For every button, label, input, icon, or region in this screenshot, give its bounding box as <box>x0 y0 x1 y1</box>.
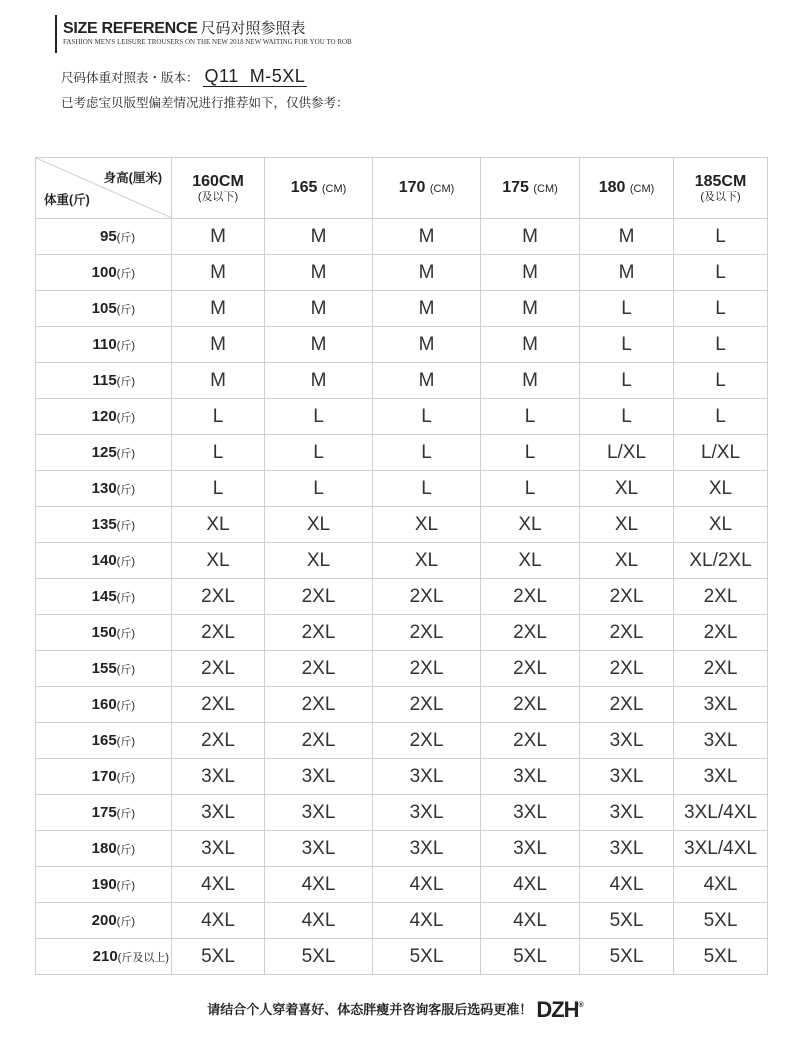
size-cell: 5XL <box>674 903 768 939</box>
header-accent-bar <box>55 15 57 53</box>
size-cell: M <box>580 255 674 291</box>
size-cell: 4XL <box>373 867 481 903</box>
size-cell: M <box>373 255 481 291</box>
weight-cell <box>36 219 172 255</box>
table-row <box>36 651 768 687</box>
size-cell: M <box>265 327 373 363</box>
weight-unit: (斤) <box>116 376 135 388</box>
size-cell: 2XL <box>481 723 580 759</box>
weight-cell <box>36 615 172 651</box>
height-value <box>674 173 767 191</box>
height-note: (及以下) <box>197 190 239 203</box>
weight-value: 180 <box>91 840 117 857</box>
table-row <box>36 903 768 939</box>
weight-value: 115 <box>92 372 117 389</box>
weight-value: 130 <box>91 480 117 497</box>
size-cell: XL <box>373 507 481 543</box>
height-value <box>373 179 480 198</box>
size-cell: L <box>481 399 580 435</box>
size-cell: 3XL <box>580 723 674 759</box>
size-cell: L <box>580 291 674 327</box>
weight-unit: (斤) <box>116 628 135 640</box>
table-row <box>36 687 768 723</box>
size-cell: L <box>481 471 580 507</box>
size-cell: 3XL <box>172 759 265 795</box>
weight-cell <box>36 723 172 759</box>
weight-cell <box>36 867 172 903</box>
weight-unit: (斤) <box>116 520 135 532</box>
weight-value: 200 <box>91 912 117 929</box>
size-cell: XL <box>580 507 674 543</box>
size-cell: L <box>373 435 481 471</box>
size-cell: 4XL <box>481 867 580 903</box>
height-header-cell <box>265 158 373 219</box>
table-row <box>36 723 768 759</box>
table-row <box>36 327 768 363</box>
weight-value: 170 <box>91 768 117 785</box>
weight-unit: (斤) <box>116 304 135 316</box>
size-cell: L <box>580 399 674 435</box>
height-header-cell <box>580 158 674 219</box>
height-value <box>172 173 264 191</box>
size-cell: 2XL <box>580 615 674 651</box>
size-chart-table <box>35 157 768 975</box>
size-cell: M <box>481 363 580 399</box>
size-cell: L <box>481 435 580 471</box>
size-cell: XL <box>265 543 373 579</box>
size-cell: 2XL <box>481 651 580 687</box>
size-cell: 4XL <box>481 903 580 939</box>
recommendation-note: 已考虑宝贝版型偏差情况进行推荐如下，仅供参考： <box>61 96 349 110</box>
size-cell: XL <box>481 543 580 579</box>
size-cell: 2XL <box>674 651 768 687</box>
table-row <box>36 399 768 435</box>
weight-unit: (斤) <box>116 340 135 352</box>
size-cell: 2XL <box>580 579 674 615</box>
weight-unit: (斤) <box>116 484 135 496</box>
weight-unit: (斤) <box>116 808 135 820</box>
size-cell: 2XL <box>481 579 580 615</box>
size-cell: 2XL <box>172 651 265 687</box>
size-cell: 3XL <box>674 759 768 795</box>
size-cell: 2XL <box>674 579 768 615</box>
size-cell: XL <box>172 543 265 579</box>
page-title <box>63 17 306 38</box>
size-cell: M <box>265 291 373 327</box>
size-cell: 5XL <box>172 939 265 975</box>
size-cell: 3XL <box>674 687 768 723</box>
weight-cell <box>36 759 172 795</box>
size-cell: M <box>373 219 481 255</box>
weight-value: 160 <box>91 696 117 713</box>
size-cell: XL <box>481 507 580 543</box>
footer-note <box>0 997 790 1023</box>
size-cell: 2XL <box>481 615 580 651</box>
weight-unit: (斤) <box>116 448 135 460</box>
size-cell: 3XL <box>580 759 674 795</box>
size-cell: 3XL/4XL <box>674 831 768 867</box>
weight-cell <box>36 939 172 975</box>
corner-header-cell <box>36 158 172 219</box>
weight-cell <box>36 831 172 867</box>
weight-unit: (斤) <box>116 880 135 892</box>
size-cell: 4XL <box>580 867 674 903</box>
size-cell: XL/2XL <box>674 543 768 579</box>
size-cell: 2XL <box>373 615 481 651</box>
size-cell: XL <box>580 471 674 507</box>
weight-value: 100 <box>91 264 117 281</box>
size-cell: L <box>674 291 768 327</box>
height-number: 170 <box>398 178 426 196</box>
height-axis-label: 身高(厘米) <box>103 171 162 185</box>
height-value <box>580 179 673 198</box>
weight-unit: (斤) <box>116 268 135 280</box>
size-cell: M <box>481 219 580 255</box>
size-cell: 2XL <box>172 723 265 759</box>
weight-cell <box>36 903 172 939</box>
size-cell: 3XL <box>481 759 580 795</box>
height-header-cell <box>172 158 265 219</box>
weight-cell <box>36 543 172 579</box>
weight-cell <box>36 507 172 543</box>
size-cell: 3XL <box>674 723 768 759</box>
height-number: 165 <box>290 178 318 196</box>
weight-value: 120 <box>91 408 117 425</box>
size-cell: 3XL <box>481 831 580 867</box>
version-label: 尺码体重对照表・版本： <box>61 71 199 85</box>
footer-text: 请结合个人穿着喜好、体态胖瘦并咨询客服后选码更准！ <box>207 1002 533 1017</box>
size-cell: 2XL <box>580 687 674 723</box>
table-row <box>36 615 768 651</box>
size-cell: M <box>373 363 481 399</box>
weight-cell <box>36 327 172 363</box>
version-value: Q11 M-5XL <box>204 66 306 86</box>
size-cell: L <box>172 471 265 507</box>
weight-value: 110 <box>92 336 117 353</box>
size-cell: 3XL/4XL <box>674 795 768 831</box>
height-value <box>481 179 579 198</box>
size-cell: 2XL <box>265 579 373 615</box>
size-cell: 3XL <box>265 795 373 831</box>
weight-unit: (斤) <box>116 700 135 712</box>
size-cell: 2XL <box>674 615 768 651</box>
size-cell: 2XL <box>172 579 265 615</box>
weight-value: 105 <box>91 300 117 317</box>
size-cell: 3XL <box>373 759 481 795</box>
size-cell: 3XL <box>172 831 265 867</box>
weight-cell <box>36 435 172 471</box>
size-cell: L <box>674 255 768 291</box>
size-cell: 2XL <box>373 723 481 759</box>
table-row <box>36 759 768 795</box>
size-cell: XL <box>580 543 674 579</box>
weight-value: 155 <box>91 660 117 677</box>
weight-value: 145 <box>91 588 117 605</box>
size-cell: 4XL <box>373 903 481 939</box>
brand-logo-text: DZH <box>536 997 579 1022</box>
table-row <box>36 795 768 831</box>
weight-unit: (斤) <box>116 916 135 928</box>
size-cell: 3XL <box>172 795 265 831</box>
size-cell: M <box>172 363 265 399</box>
size-cell: 2XL <box>172 615 265 651</box>
weight-cell <box>36 363 172 399</box>
size-cell: M <box>373 327 481 363</box>
size-cell: M <box>172 291 265 327</box>
height-note: (及以下) <box>700 190 741 203</box>
size-cell: XL <box>172 507 265 543</box>
weight-axis-label: 体重(斤) <box>44 193 90 207</box>
size-cell: 4XL <box>172 903 265 939</box>
size-cell: 2XL <box>265 615 373 651</box>
size-cell: 3XL <box>580 795 674 831</box>
weight-value: 135 <box>91 516 117 533</box>
height-number: 180 <box>598 178 626 196</box>
title-cn: 尺码对照参照表 <box>200 20 306 37</box>
height-value <box>265 179 372 198</box>
size-cell: M <box>481 291 580 327</box>
size-cell: M <box>265 363 373 399</box>
size-cell: 5XL <box>580 939 674 975</box>
size-cell: 2XL <box>481 687 580 723</box>
weight-unit: (斤及以上) <box>117 952 169 964</box>
size-cell: 5XL <box>580 903 674 939</box>
version-line <box>61 66 307 87</box>
table-header-row <box>36 158 768 219</box>
size-cell: L/XL <box>580 435 674 471</box>
table-row <box>36 543 768 579</box>
size-cell: 4XL <box>172 867 265 903</box>
weight-unit: (斤) <box>116 664 135 676</box>
size-cell: M <box>580 219 674 255</box>
weight-unit: (斤) <box>116 556 135 568</box>
weight-value: 175 <box>91 804 117 821</box>
size-cell: 2XL <box>265 687 373 723</box>
size-cell: 3XL <box>373 831 481 867</box>
table-row <box>36 255 768 291</box>
table-row <box>36 363 768 399</box>
weight-unit: (斤) <box>116 844 135 856</box>
size-cell: 4XL <box>674 867 768 903</box>
weight-value: 150 <box>91 624 117 641</box>
size-cell: M <box>481 327 580 363</box>
table-row <box>36 435 768 471</box>
size-cell: 3XL <box>580 831 674 867</box>
size-cell: L <box>674 363 768 399</box>
weight-cell <box>36 687 172 723</box>
table-row <box>36 219 768 255</box>
weight-unit: (斤) <box>116 412 135 424</box>
size-cell: 4XL <box>265 867 373 903</box>
size-cell: L <box>674 327 768 363</box>
weight-value: 210 <box>92 948 118 965</box>
size-cell: 5XL <box>373 939 481 975</box>
size-cell: M <box>265 219 373 255</box>
table-row <box>36 579 768 615</box>
weight-value: 190 <box>91 876 117 893</box>
size-cell: L <box>265 435 373 471</box>
size-cell: 5XL <box>265 939 373 975</box>
weight-value: 95 <box>99 228 117 245</box>
size-cell: L <box>674 219 768 255</box>
height-unit: (CM) <box>629 182 655 195</box>
size-cell: 4XL <box>265 903 373 939</box>
size-cell: XL <box>265 507 373 543</box>
table-row <box>36 939 768 975</box>
height-unit: (CM) <box>321 182 347 195</box>
page-subtitle: FASHION MEN'S LEISURE TROUSERS ON THE NEW 2018 NEW WAITING FOR YOU TO ROB <box>63 38 352 46</box>
weight-cell <box>36 291 172 327</box>
registered-mark: ® <box>578 1002 583 1009</box>
size-cell: 5XL <box>481 939 580 975</box>
size-cell: M <box>265 255 373 291</box>
height-unit: (CM) <box>429 182 455 195</box>
weight-value: 125 <box>91 444 117 461</box>
table-row <box>36 291 768 327</box>
size-cell: 2XL <box>373 579 481 615</box>
weight-cell <box>36 471 172 507</box>
weight-unit: (斤) <box>116 772 135 784</box>
size-cell: M <box>172 255 265 291</box>
size-cell: 3XL <box>265 831 373 867</box>
height-header-cell <box>481 158 580 219</box>
size-cell: 2XL <box>172 687 265 723</box>
weight-cell <box>36 579 172 615</box>
size-cell: 2XL <box>265 723 373 759</box>
weight-cell <box>36 399 172 435</box>
weight-value: 140 <box>91 552 117 569</box>
size-cell: L <box>373 471 481 507</box>
size-cell: 2XL <box>580 651 674 687</box>
size-cell: XL <box>373 543 481 579</box>
size-cell: M <box>481 255 580 291</box>
size-cell: XL <box>674 471 768 507</box>
title-en: SIZE REFERENCE <box>63 20 198 37</box>
size-cell: L <box>172 399 265 435</box>
size-cell: 2XL <box>373 651 481 687</box>
corner-diagonal-line <box>36 158 172 218</box>
size-cell: L <box>580 327 674 363</box>
weight-cell <box>36 795 172 831</box>
size-cell: L <box>674 399 768 435</box>
size-cell: L <box>172 435 265 471</box>
height-number: 160CM <box>192 172 244 190</box>
size-cell: M <box>172 327 265 363</box>
size-cell: L <box>580 363 674 399</box>
size-cell: 2XL <box>265 651 373 687</box>
weight-unit: (斤) <box>116 592 135 604</box>
weight-value: 165 <box>91 732 117 749</box>
height-number: 185CM <box>694 172 747 190</box>
table-row <box>36 507 768 543</box>
table-row <box>36 471 768 507</box>
size-cell: L <box>373 399 481 435</box>
weight-unit: (斤) <box>116 232 135 244</box>
size-cell: L/XL <box>674 435 768 471</box>
size-cell: M <box>373 291 481 327</box>
table-row <box>36 867 768 903</box>
size-cell: L <box>265 399 373 435</box>
size-cell: 5XL <box>674 939 768 975</box>
weight-cell <box>36 255 172 291</box>
height-header-cell <box>373 158 481 219</box>
table-row <box>36 831 768 867</box>
height-unit: (CM) <box>533 182 558 195</box>
weight-cell <box>36 651 172 687</box>
size-cell: 3XL <box>265 759 373 795</box>
size-cell: L <box>265 471 373 507</box>
size-cell: 3XL <box>481 795 580 831</box>
height-header-cell <box>674 158 768 219</box>
height-number: 175 <box>502 178 529 196</box>
weight-unit: (斤) <box>116 736 135 748</box>
size-cell: 3XL <box>373 795 481 831</box>
size-cell: 2XL <box>373 687 481 723</box>
size-cell: XL <box>674 507 768 543</box>
size-cell: M <box>172 219 265 255</box>
brand-logo <box>536 997 582 1023</box>
